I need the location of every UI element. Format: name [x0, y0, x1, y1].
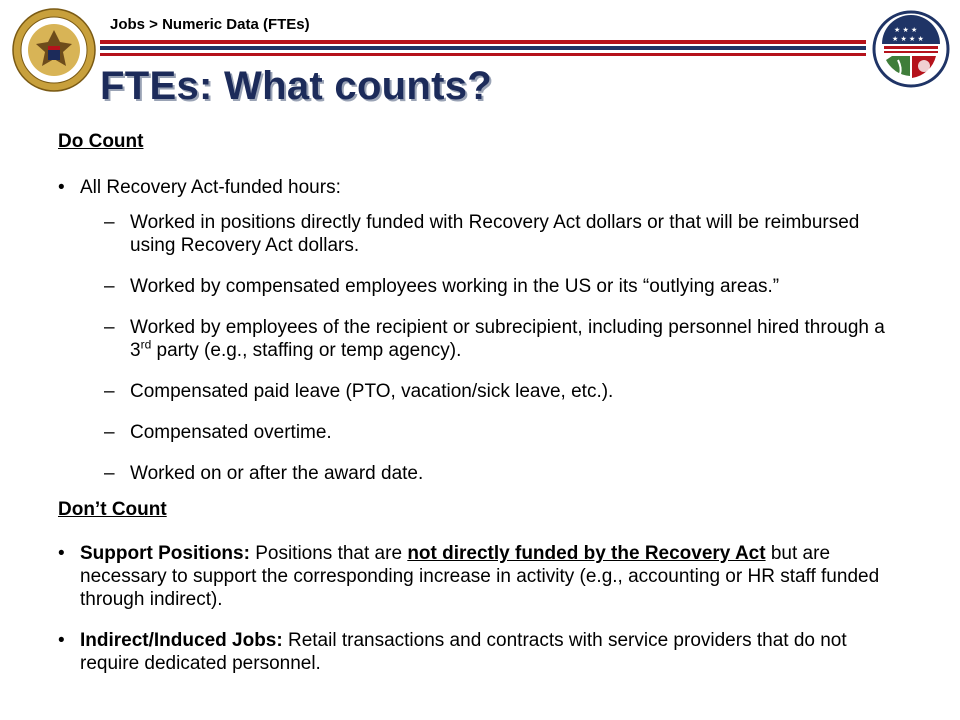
dash-icon: – — [104, 276, 115, 297]
dash-icon: – — [104, 422, 115, 443]
svg-text:★ ★ ★ ★: ★ ★ ★ ★ — [892, 35, 924, 43]
dash-icon: – — [104, 317, 115, 338]
dash-icon: – — [104, 463, 115, 484]
do-count-heading: Do Count — [58, 131, 144, 152]
do-count-item: – Compensated paid leave (PTO, vacation/sick leave, etc.). — [104, 381, 614, 402]
do-count-item: – Worked on or after the award date. — [104, 463, 424, 484]
page-title: FTEs: What counts? — [100, 64, 493, 108]
bullet-icon: • — [58, 630, 65, 651]
header-band-red-bottom — [100, 53, 866, 56]
bullet-icon: • — [58, 177, 65, 198]
do-count-bullet: • All Recovery Act-funded hours: — [58, 177, 341, 198]
bullet-icon: • — [58, 543, 65, 564]
doj-seal-icon — [12, 8, 96, 92]
breadcrumb: Jobs > Numeric Data (FTEs) — [110, 16, 310, 33]
dont-count-item: • Indirect/Induced Jobs: Retail transactions and contracts with service providers that do not require dedicated personnel. — [58, 630, 847, 674]
do-count-item: – Worked in positions directly funded with Recovery Act dollars or that will be reimbursed using Recovery Act dollars. — [104, 212, 860, 256]
dont-count-item: • Support Positions: Positions that are not directly funded by the Recovery Act but are necessary to support the corresponding increase in activity (e.g., accounting or HR staff funded through indirect). — [58, 543, 880, 610]
svg-text:★ ★ ★: ★ ★ ★ — [894, 26, 918, 34]
dont-count-heading: Don’t Count — [58, 499, 167, 520]
do-count-item: – Worked by employees of the recipient or subrecipient, including personnel hired through a 3rd party (e.g., staffing or temp agency). — [104, 317, 885, 361]
header-band-red-top — [100, 40, 866, 44]
slide-content — [58, 130, 908, 675]
do-count-item: – Worked by compensated employees working in the US or its “outlying areas.” — [104, 276, 780, 297]
dash-icon: – — [104, 212, 115, 233]
header-band-navy — [100, 46, 866, 50]
dash-icon: – — [104, 381, 115, 402]
recovery-gov-logo-icon — [872, 10, 950, 88]
do-count-item: – Compensated overtime. — [104, 422, 332, 443]
